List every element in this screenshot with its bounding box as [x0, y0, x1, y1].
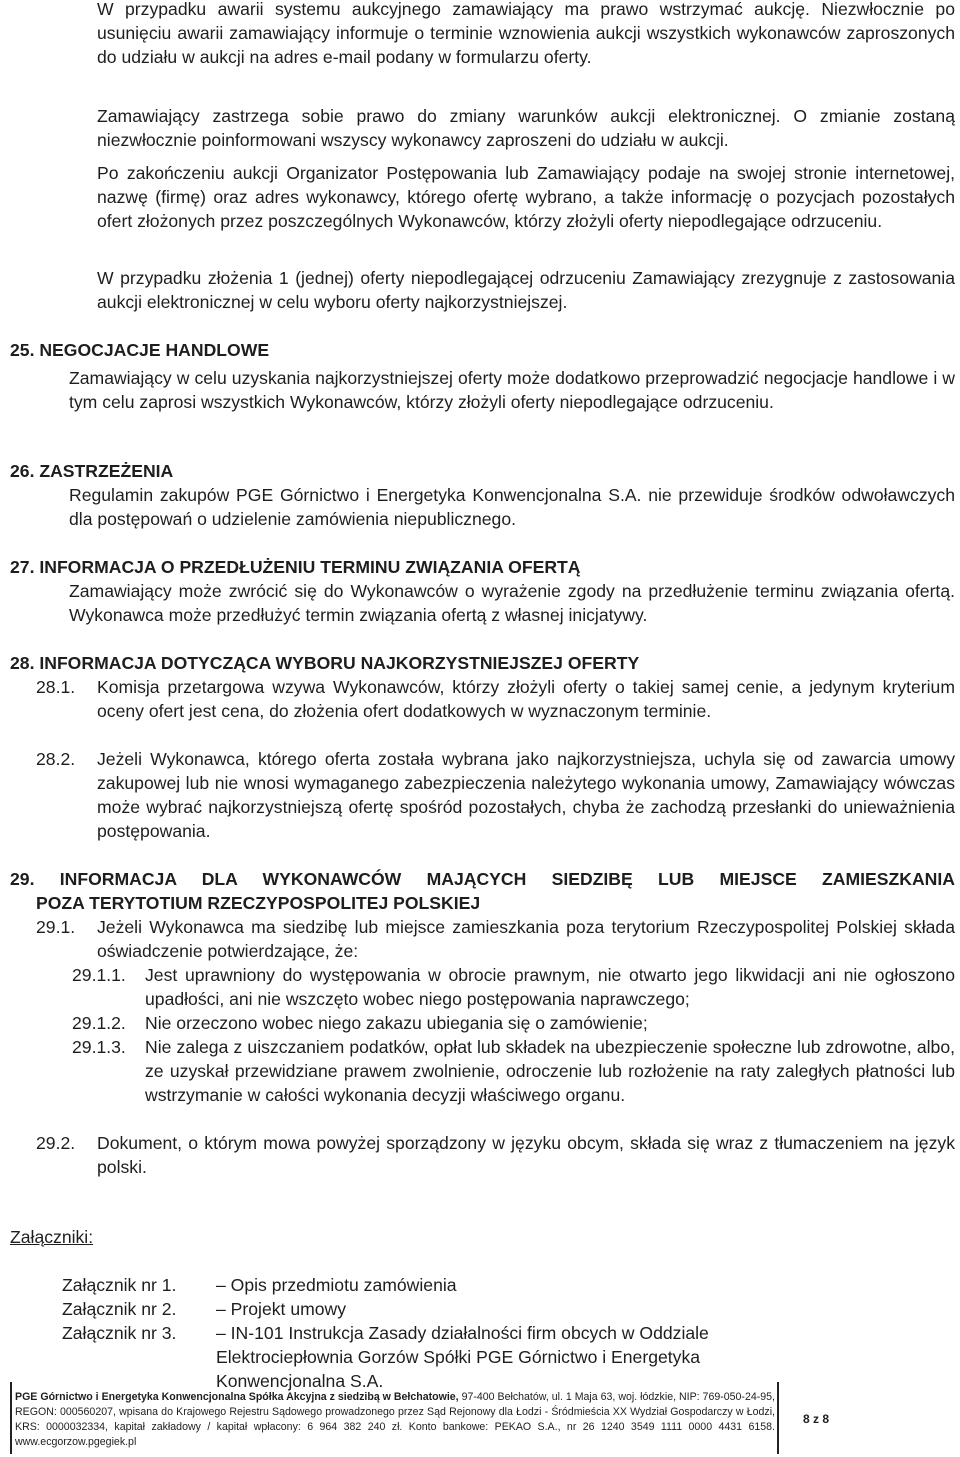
subitem-text-29-1-1: Jest uprawniony do występowania w obrocie prawnym, nie otwarto jego likwidacji ani nie ogłoszono upadłości, ani nie wszczęto wobec niego postępowania naprawczego; [145, 965, 955, 1009]
attachments-heading: Załączniki: [10, 1227, 94, 1247]
section-body-26: Regulamin zakupów PGE Górnictwo i Energetyka Konwencjonalna S.A. nie przewiduje środków odwoławczych dla postępowań o udzielenie zamówienia niepublicznego. [69, 485, 955, 529]
footer-company-name: PGE Górnictwo i Energetyka Konwencjonalna Spółka Akcyjna z siedzibą w Bełchatowie, [15, 1391, 459, 1403]
item-text-28-1: Komisja przetargowa wzywa Wykonawców, którzy złożyli oferty o takiej samej cenie, a jedynym kryterium oceny ofert jest cena, do złożenia ofert dodatkowych w wyznaczonym terminie. [97, 677, 955, 721]
item-text-29-1: Jeżeli Wykonawca ma siedzibę lub miejsce zamieszkania poza terytorium Rzeczypospolitej Polskiej składa oświadczenie potwierdzające, że: [97, 917, 955, 961]
section-heading-29: 29. INFORMACJA DLA WYKONAWCÓW MAJĄCYCH SIEDZIBĘ LUB MIEJSCE ZAMIESZKANIA [10, 869, 955, 889]
footer-company-details: 97-400 Bełchatów, ul. 1 Maja 63, woj. łódzkie, NIP: 769-050-24-95, REGON: 000560207, wpisana do Krajowego Rejestru Sądowego prowadzonego przez Sąd Rejonowy dla Łodzi - Śródmieścia XX Wydział Gospodarczy w Łodzi, KRS: 0000032334, kapitał zakładowy / kapitał wpłacony: 6 964 382 240 zł. Konto bankowe: PEKAO S.A., nr 26 1240 3549 1111 0000 4431 6158. www.ecgorzow.pgegiek.pl [15, 1391, 775, 1448]
subitem-number-29-1-1: 29.1.1. [72, 965, 126, 985]
attachment-label-2: Załącznik nr 2. [62, 1299, 177, 1319]
attachment-label-1: Załącznik nr 1. [62, 1275, 177, 1295]
paragraph-auction-failure: W przypadku awarii systemu aukcyjnego zamawiający ma prawo wstrzymać aukcję. Niezwłocznie po usunięciu awarii zamawiający informuje o terminie wznowienia aukcji wszystkich wykonawców zaproszonych do udziału w aukcji na adres e-mail podany w formularzu oferty. [97, 0, 955, 67]
page-number: 8 z 8 [803, 1412, 830, 1426]
footer-box [10, 1382, 779, 1454]
paragraph-auction-conditions-change: Zamawiający zastrzega sobie prawo do zmiany warunków aukcji elektronicznej. O zmianie zostaną niezwłocznie poinformowani wszyscy wykonawcy zaproszeni do udziału w aukcji. [97, 106, 955, 150]
section-heading-29-cont: POZA TERYTOTIUM RZECZYPOSPOLITEJ POLSKIEJ [36, 893, 481, 913]
subitem-text-29-1-2: Nie orzeczono wobec niego zakazu ubiegania się o zamówienie; [145, 1013, 648, 1033]
subitem-text-29-1-3: Nie zalega z uiszczaniem podatków, opłat lub składek na ubezpieczenie społeczne lub zdrowotne, albo, ze uzyskał przewidziane prawem zwolnienie, odroczenie lub rozłożenie na raty zaległych płatności lub wstrzymanie w całości wykonania decyzji właściwego organu. [145, 1037, 955, 1105]
section-body-27: Zamawiający może zwrócić się do Wykonawców o wyrażenie zgody na przedłużenie terminu związania ofertą. Wykonawca może przedłużyć termin związania ofertą z własnej inicjatywy. [69, 581, 955, 625]
paragraph-auction-results: Po zakończeniu aukcji Organizator Postępowania lub Zamawiający podaje na swojej stronie internetowej, nazwę (firmę) oraz adres wykonawcy, którego ofertę wybrano, a także informację o pozycjach pozostałych ofert złożonych przez poszczególnych Wykonawców, którzy złożyli oferty niepodlegające odrzuceniu. [97, 163, 955, 231]
section-heading-27: 27. INFORMACJA O PRZEDŁUŻENIU TERMINU ZWIĄZANIA OFERTĄ [10, 557, 581, 577]
attachment-text-3: – IN-101 Instrukcja Zasady działalności firm obcych w Oddziale Elektrociepłownia Gorzów Spółki PGE Górnictwo i Energetyka Konwencjonalna S.A. [216, 1323, 709, 1391]
section-body-25: Zamawiający w celu uzyskania najkorzystniejszej oferty może dodatkowo przeprowadzić negocjacje handlowe i w tym celu zaprosi wszystkich Wykonawców, którzy złożyli oferty niepodlegające odrzuceniu. [69, 368, 955, 412]
subitem-number-29-1-3: 29.1.3. [72, 1037, 126, 1057]
attachment-text-1: – Opis przedmiotu zamówienia [216, 1275, 457, 1295]
section-heading-28: 28. INFORMACJA DOTYCZĄCA WYBORU NAJKORZYSTNIEJSZEJ OFERTY [10, 653, 640, 673]
item-number-29-1: 29.1. [36, 917, 76, 937]
item-text-28-2: Jeżeli Wykonawca, którego oferta została wybrana jako najkorzystniejsza, uchyla się od zawarcia umowy zakupowej lub nie wnosi wymaganego zabezpieczenia należytego wykonania umowy, Zamawiający wówczas może wybrać najkorzystniejszą ofertę spośród pozostałych, chyba że zachodzą przesłanki do unieważnienia postępowania. [97, 749, 955, 841]
item-text-29-2: Dokument, o którym mowa powyżej sporządzony w języku obcym, składa się wraz z tłumaczeniem na język polski. [97, 1133, 955, 1177]
item-number-28-1: 28.1. [36, 677, 76, 697]
section-heading-26: 26. ZASTRZEŻENIA [10, 461, 174, 481]
section-heading-25: 25. NEGOCJACJE HANDLOWE [10, 340, 270, 360]
item-number-29-2: 29.2. [36, 1133, 76, 1153]
attachment-label-3: Załącznik nr 3. [62, 1323, 177, 1343]
footer-company-info [15, 1390, 775, 1450]
paragraph-single-offer: W przypadku złożenia 1 (jednej) oferty niepodlegającej odrzuceniu Zamawiający zrezygnuje z zastosowania aukcji elektronicznej w celu wyboru oferty najkorzystniejszej. [97, 268, 955, 312]
item-number-28-2: 28.2. [36, 749, 76, 769]
subitem-number-29-1-2: 29.1.2. [72, 1013, 126, 1033]
attachment-text-2: – Projekt umowy [216, 1299, 347, 1319]
